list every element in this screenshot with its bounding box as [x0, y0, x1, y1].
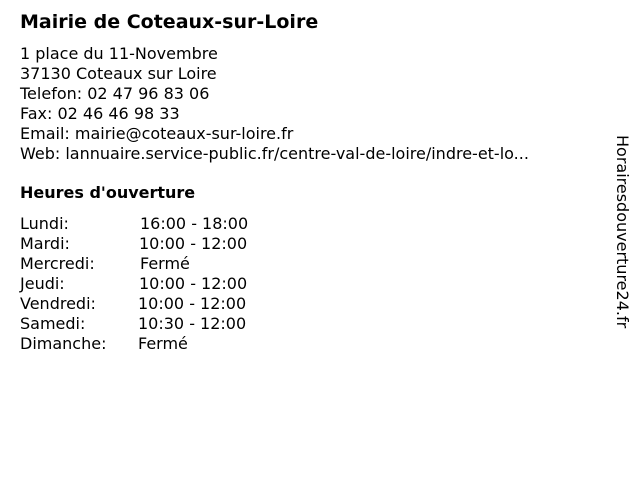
hours-value: 10:00 - 12:00 [139, 234, 248, 253]
street-address: 1 place du 11-Novembre [20, 44, 218, 63]
web-line: Web: lannuaire.service-public.fr/centre-val-de-loire/indre-et-lo... [20, 144, 529, 163]
day-label: Samedi: [20, 314, 86, 333]
day-label: Lundi: [20, 214, 69, 233]
phone-line: Telefon: 02 47 96 83 06 [20, 84, 210, 103]
day-label: Dimanche: [20, 334, 107, 353]
email-line: Email: mairie@coteaux-sur-loire.fr [20, 124, 294, 143]
hours-value: 16:00 - 18:00 [140, 214, 249, 233]
city-line: 37130 Coteaux sur Loire [20, 64, 217, 83]
day-label: Mercredi: [20, 254, 95, 273]
fax-line: Fax: 02 46 46 98 33 [20, 104, 180, 123]
hours-value: 10:00 - 12:00 [139, 274, 248, 293]
day-label: Vendredi: [20, 294, 96, 313]
hours-value: 10:00 - 12:00 [138, 294, 247, 313]
opening-hours-heading: Heures d'ouverture [20, 183, 196, 202]
hours-value: 10:30 - 12:00 [138, 314, 247, 333]
address-block [20, 44, 529, 164]
day-label: Jeudi: [20, 274, 65, 293]
day-label: Mardi: [20, 234, 70, 253]
hours-value: Fermé [138, 334, 188, 353]
page-title: Mairie de Coteaux-sur-Loire [20, 11, 319, 33]
hours-value: Fermé [140, 254, 190, 273]
site-watermark: Horairesdouverture24.fr [613, 135, 632, 329]
